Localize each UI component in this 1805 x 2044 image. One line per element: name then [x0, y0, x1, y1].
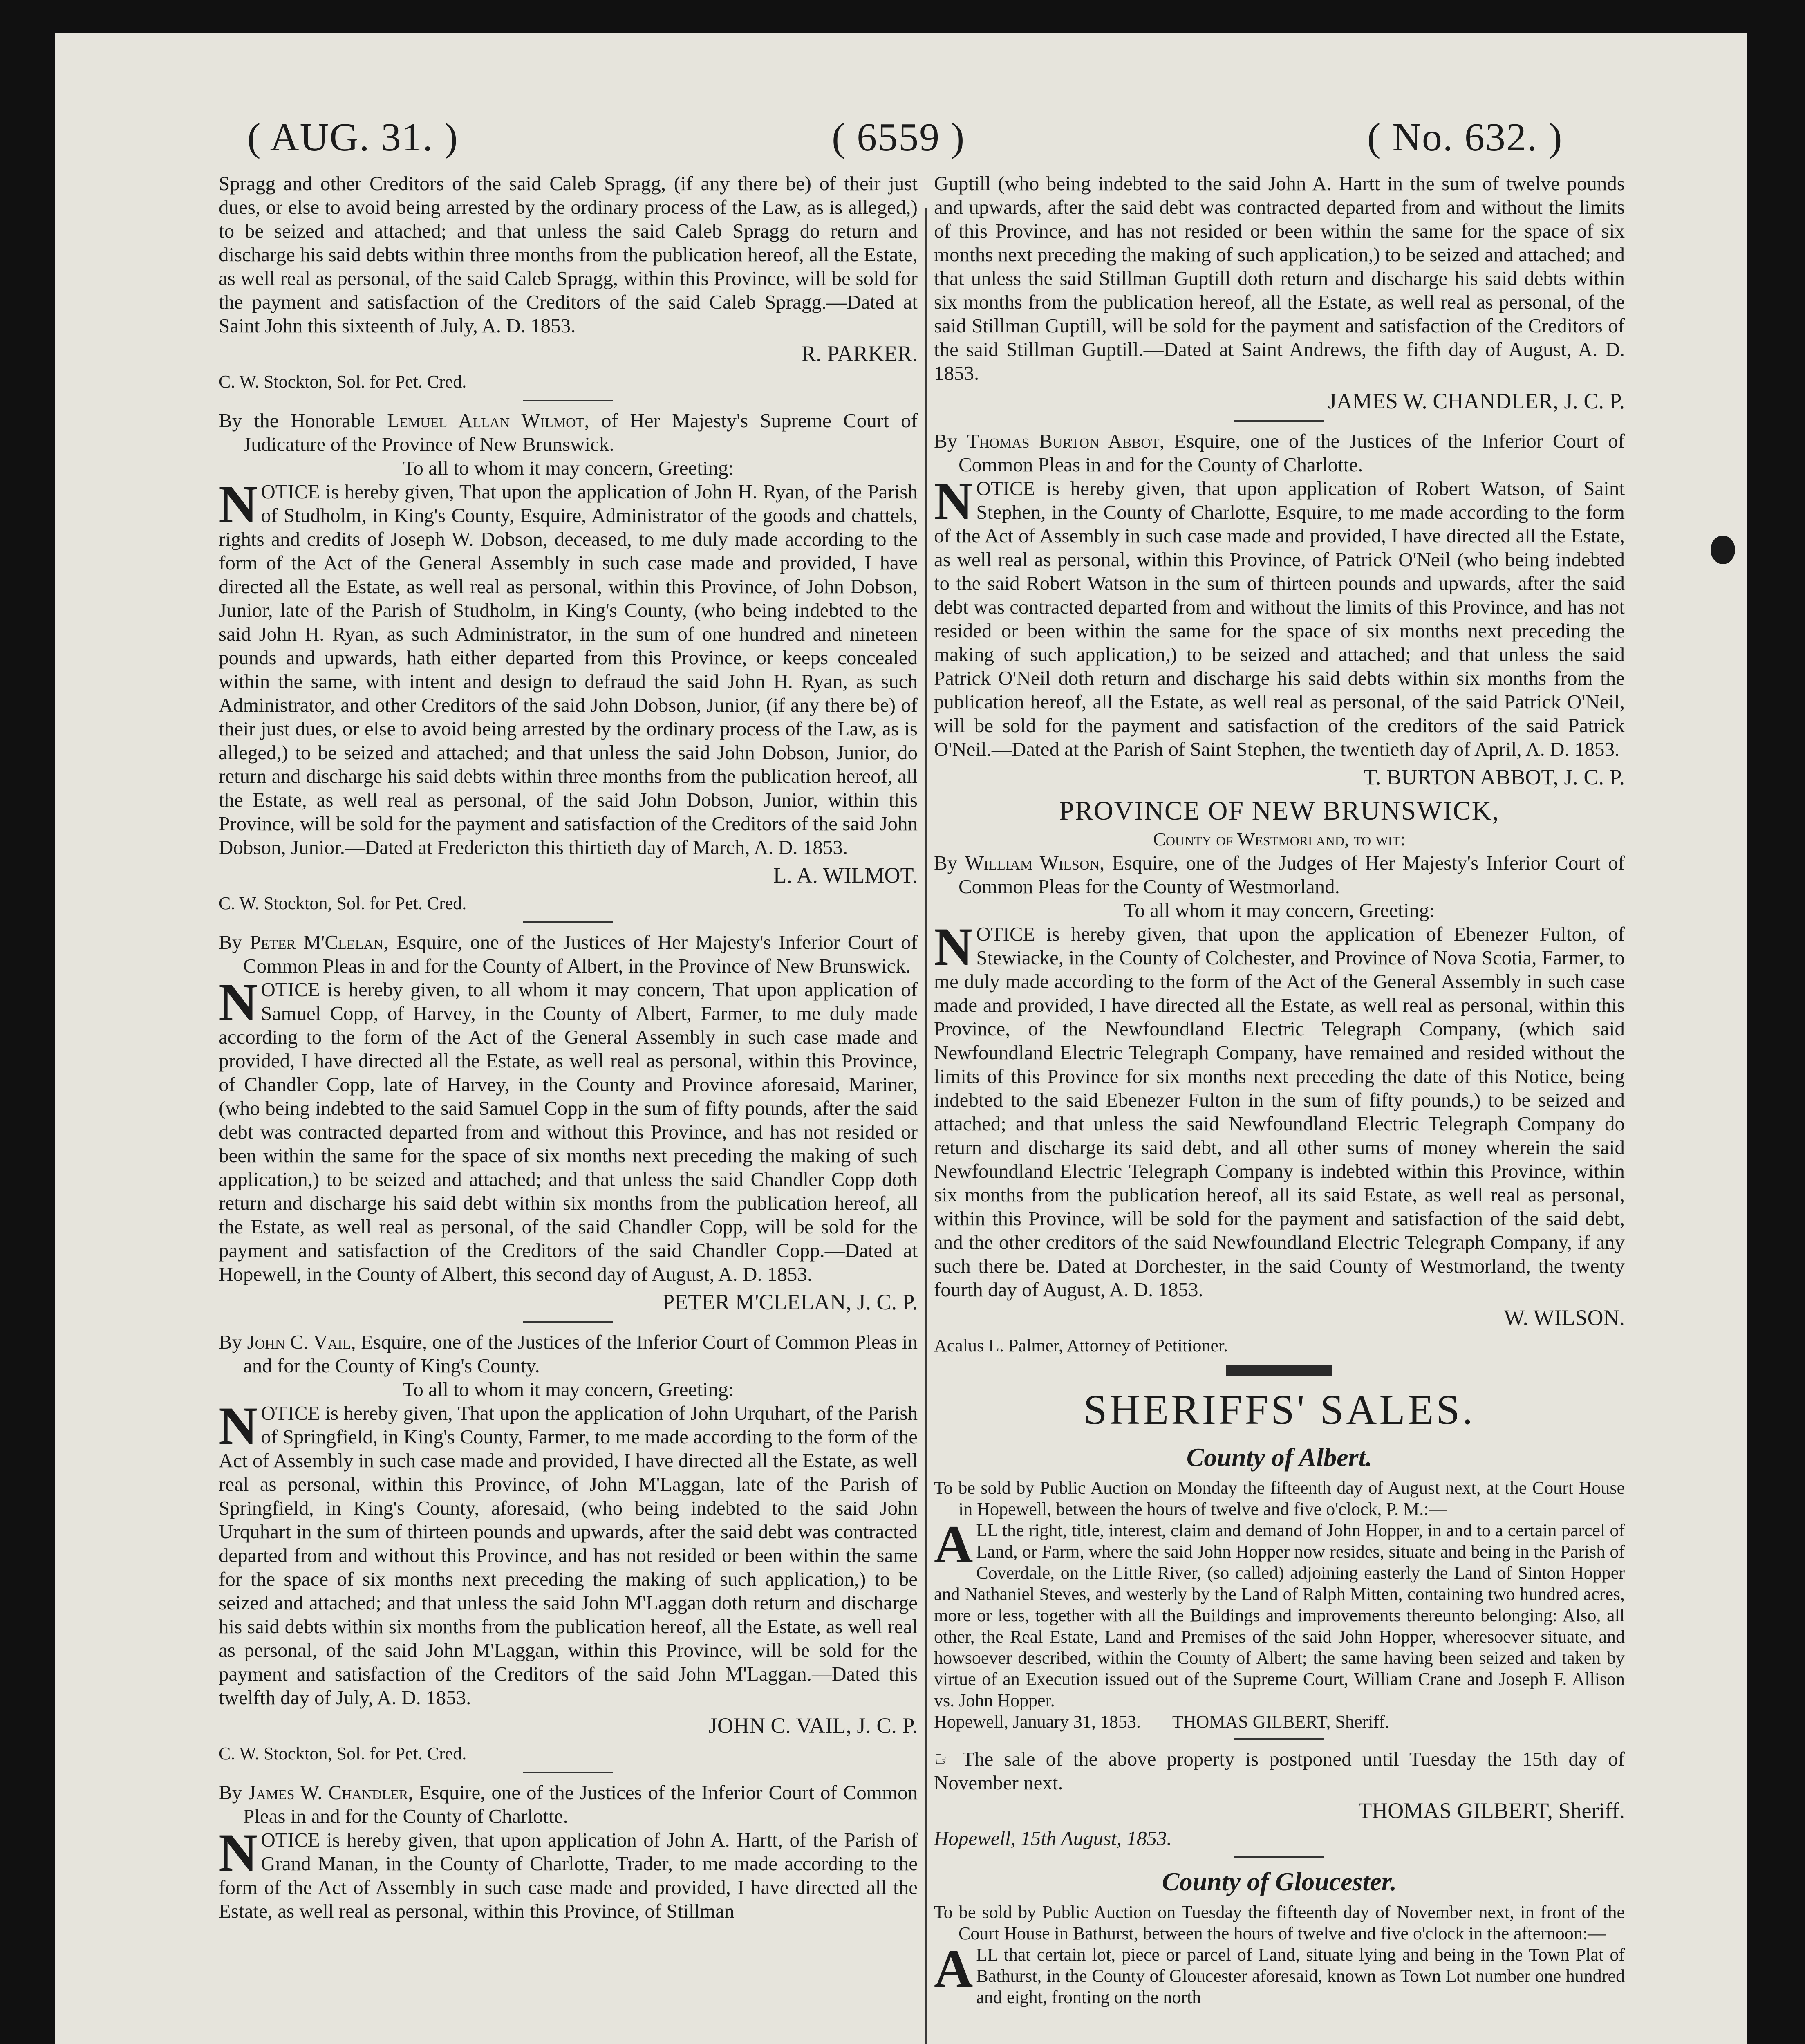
notice-mclelan [219, 930, 918, 1316]
pointing-hand-icon: ☞ [934, 1748, 952, 1770]
column-divider [925, 208, 927, 2044]
county-heading: County of Gloucester. [1162, 1867, 1397, 1896]
drop-cap: N [219, 1822, 258, 1883]
signature: PETER M'CLELAN, J. C. P. [662, 1290, 918, 1314]
drop-cap: N [219, 972, 258, 1032]
notice-intro: By John C. Vail, Esquire, one of the Justices of the Inferior Court of Common Pleas in and for the County of King's County. [219, 1331, 918, 1377]
drop-cap: N [219, 474, 258, 534]
drop-cap: N [934, 471, 973, 531]
notice-intro: By Thomas Burton Abbot, Esquire, one of the Justices of the Inferior Court of Common Pleas in and for the County of Charlotte. [934, 430, 1625, 476]
separator-rule [523, 1321, 613, 1323]
drop-cap: A [934, 1939, 973, 1999]
judge-name: Peter M'Clelan [249, 931, 384, 953]
greeting: To all whom it may concern, Greeting: [1124, 899, 1435, 921]
notice-intro: By James W. Chandler, Esquire, one of the Justices of the Inferior Court of Common Pleas in and for the County of Charlotte. [219, 1781, 918, 1827]
separator-rule [523, 921, 613, 923]
solicitor-credit: C. W. Stockton, Sol. for Pet. Cred. [219, 372, 467, 392]
notice-abbot [934, 429, 1625, 791]
notice-body: NOTICE is hereby given, that upon the application of Ebenezer Fulton, of Stewiacke, in the County of Colchester, and Province of Nova Scotia, Farmer, to me duly made according to the form of the Act of the General Assembly in such case made and provided, I have directed all the Estate, as well real as personal, within this Province, of the Newfoundland Electric Telegraph Company, (which said Newfoundland Electric Telegraph Company, have remained and resided without the limits of this Province for six months next preceding the date of this Notice, being indebted to the said Ebenezer Fulton in the sum of fifty pounds,) to be seized and attached; and that unless the said Newfoundland Electric Telegraph Company do return and discharge its said debt, and all other sums of money wherein the said Newfoundland Electric Telegraph Company is indebted within this Province, within six months from the publication hereof, all its said Estate, as well real as personal, within this Province, will be sold for the payment and satisfaction of the said debt, and the other creditors of the said Newfoundland Electric Telegraph Company, if any such there be. Dated at Dorchester, in the said County of Westmorland, the twenty fourth day of August, A. D. 1853. [934, 917, 1625, 1301]
ink-spot [1711, 536, 1735, 564]
notice-body: NOTICE is hereby given, that upon application of Robert Watson, of Saint Stephen, in the County of Charlotte, Esquire, to me made according to the form of the Act of Assembly in such case made and provided, I have directed all the Estate, as well real as personal, within this Province, of Patrick O'Neil (who being indebted to the said Robert Watson in the sum of thirteen pounds and upwards, after the said debt was contracted departed from and without the limits of this Province, and has not resided or been within the same for the space of six months next preceding the making of such application,) to be seized and attached; and that unless the said Patrick O'Neil doth return and discharge his said debts within six months from the publication hereof, all the Estate, as well real as personal, of the said Patrick O'Neil, will be sold for the payment and satisfaction of the creditors of the said Patrick O'Neil.—Dated at the Parish of Saint Stephen, the twentieth day of April, A. D. 1853. [934, 471, 1625, 760]
postponement-dateline: Hopewell, 15th August, 1853. [934, 1827, 1172, 1849]
separator-rule [523, 1772, 613, 1773]
solicitor-credit: C. W. Stockton, Sol. for Pet. Cred. [219, 893, 467, 913]
notice-vail [219, 1330, 918, 1766]
signature: JOHN C. VAIL, J. C. P. [708, 1713, 918, 1738]
notice-chandler-continued [934, 172, 1625, 415]
ornament-divider [1226, 1365, 1332, 1376]
sheriff-signature: THOMAS GILBERT, Sheriff. [1172, 1712, 1389, 1732]
separator-rule [1234, 1738, 1324, 1740]
notice-intro: By Peter M'Clelan, Esquire, one of the Justices of Her Majesty's Inferior Court of Common Pleas in and for the County of Albert, in the Province of New Brunswick. [219, 931, 918, 977]
separator-rule [523, 400, 613, 401]
sheriffs-sales [934, 1383, 1625, 2008]
judge-name: John C. Vail [247, 1331, 351, 1353]
sale-body: ALL that certain lot, piece or parcel of Land, situate lying and being in the Town Plat of Bathurst, in the County of Gloucester aforesaid, known as Town Lot number one hundred and eight, fronting on the north [934, 1939, 1625, 2007]
separator-rule [1234, 420, 1324, 422]
signature: JAMES W. CHANDLER, J. C. P. [1328, 389, 1625, 413]
judge-name: Thomas Burton Abbot [967, 430, 1160, 452]
judge-name: William Wilson [965, 852, 1100, 874]
postponement-notice: ☞ The sale of the above property is postponed until Tuesday the 15th day of November next. [934, 1748, 1625, 1794]
notice-wilson [934, 795, 1625, 1358]
signature: R. PARKER. [801, 341, 918, 366]
notice-intro: By the Honorable Lemuel Allan Wilmot, of Her Majesty's Supreme Court of Judicature of the Province of New Brunswick. [219, 409, 918, 455]
greeting: To all to whom it may concern, Greeting: [402, 457, 734, 479]
county-line: County of Westmorland, to wit: [1153, 829, 1406, 849]
greeting: To all to whom it may concern, Greeting: [402, 1378, 734, 1401]
drop-cap: N [219, 1396, 258, 1456]
notice-body: NOTICE is hereby given, That upon the application of John H. Ryan, of the Parish of Studholm, in King's County, Esquire, Administrator of the goods and chattels, rights and credits of Joseph W. Dobson, deceased, to me duly made according to the form of the Act of the General Assembly in such case made and provided, I have directed all the Estate, as well real as personal, within this Province, of John Dobson, Junior, late of the Parish of Studholm, in King's County, (who being indebted to the said John H. Ryan, as such Administrator, in the sum of one hundred and nineteen pounds and upwards, hath either departed from this Province, or keeps concealed within the same, with intent and design to defraud the said John H. Ryan, as such Administrator, and other Creditors of the said John Dobson, Junior, (if any there be) of their just dues, or else to avoid being arrested by the ordinary process of the Law, as is alleged,) to be seized and attached; and that unless the said John Dobson, Junior, do return and discharge his said debts within three months from the publication hereof, all the Estate, as well real as personal, of the said John Dobson, Junior, within this Province, will be sold for the payment and satisfaction of the Creditors of the said John Dobson, Junior.—Dated at Fredericton this thirtieth day of March, A. D. 1853. [219, 474, 918, 858]
sale-albert [934, 1441, 1625, 1850]
province-heading: PROVINCE OF NEW BRUNSWICK, [1059, 796, 1500, 826]
notice-body: NOTICE is hereby given, That upon the application of John Urquhart, of the Parish of Springfield, in King's County, Farmer, to me made according to the form of the Act of Assembly in such case made and provided, I have directed all the Estate, as well real as personal, within this Province, of John M'Laggan, late of the Parish of Springfield, in King's County, aforesaid, (who being indebted to the said John Urquhart in the sum of thirteen pounds and upwards, after the said debt was contracted departed from and without this Province, and has not resided or been within the same for the space of six months next preceding the making of such application,) to be seized and attached; and that unless the said John M'Laggan doth return and discharge his said debts within six months from the publication hereof, all the Estate, as well real as personal, of the said John M'Laggan, within this Province, will be sold for the payment and satisfaction of the Creditors of the said John M'Laggan.—Dated this twelfth day of July, A. D. 1853. [219, 1396, 918, 1709]
signature: W. WILSON. [1504, 1305, 1625, 1330]
attorney-credit: Acalus L. Palmer, Attorney of Petitioner. [934, 1336, 1228, 1356]
signature: T. BURTON ABBOT, J. C. P. [1364, 765, 1625, 789]
header-date: ( AUG. 31. ) [247, 115, 459, 159]
separator-rule [1234, 1856, 1324, 1858]
solicitor-credit: C. W. Stockton, Sol. for Pet. Cred. [219, 1744, 467, 1764]
notice-intro: By William Wilson, Esquire, one of the Judges of Her Majesty's Inferior Court of Common Pleas for the County of Westmorland. [934, 852, 1625, 898]
judge-name: James W. Chandler [248, 1781, 408, 1804]
notice-wilmot [219, 409, 918, 916]
header-page-number: ( 6559 ) [832, 115, 965, 159]
notice-body: NOTICE is hereby given, to all whom it may concern, That upon application of Samuel Copp, of Harvey, in the County of Albert, Farmer, to me duly made according to the form of the Act of the General Assembly in such case made and provided, I have directed all the Estate, as well real as personal, within this Province, of Chandler Copp, late of Harvey, in the County and Province aforesaid, Mariner, (who being indebted to the said Samuel Copp in the sum of fifty pounds, after the said debt was contracted departed from and without this Province, and has not resided or been within the same for the space of six months next preceding the making of such application,) to be seized and attached; and that unless the said Chandler Copp doth return and discharge his said debt within six months from the publication hereof, all the Estate, as well real as personal, of the said Chandler Copp, will be sold for the payment and satisfaction of the Creditors of the said Chandler Copp.—Dated at Hopewell, in the County of Albert, this second day of August, A. D. 1853. [219, 972, 918, 1285]
sale-intro: To be sold by Public Auction on Tuesday the fifteenth day of November next, in front of the Court House in Bathurst, between the hours of twelve and five o'clock in the afternoon:— [934, 1902, 1625, 1943]
notice-body: Spragg and other Creditors of the said Caleb Spragg, (if any there be) of their just dues, or else to avoid being arrested by the ordinary process of the Law, as is alleged,) to be seized and attached; and that unless the said Caleb Spragg do return and discharge his said debts within three months from the publication hereof, all the Estate, as well real as personal, of the said Caleb Spragg, within this Province, will be sold for the payment and satisfaction of the Creditors of the said Caleb Spragg.—Dated at Saint John this sixteenth of July, A. D. 1853. [219, 172, 918, 337]
notice-spragg [219, 172, 918, 394]
drop-cap: A [934, 1514, 973, 1574]
notice-body: NOTICE is hereby given, that upon application of John A. Hartt, of the Parish of Grand Manan, in the County of Charlotte, Trader, to me made according to the form of the Act of Assembly in such case made and provided, I have directed all the Estate, as well real as personal, within this Province, of Stillman [219, 1822, 918, 1922]
signature: L. A. WILMOT. [773, 863, 918, 888]
left-column [219, 172, 918, 2044]
section-heading: SHERIFFS' SALES. [1083, 1386, 1476, 1433]
sale-gloucester [934, 1865, 1625, 2008]
sale-dateline: Hopewell, January 31, 1853. THOMAS GILBERT, Sheriff. [934, 1712, 1389, 1732]
notice-body: Guptill (who being indebted to the said John A. Hartt in the sum of twelve pounds and upwards, after the said debt was contracted departed from and without the limits of this Province, and has not resided or been within the same for the space of six months next preceding the making of such application,) to be seized and attached; and that unless the said Stillman Guptill doth return and discharge his said debts within six months from the publication hereof, all the Estate, as well real as personal, of the said Stillman Guptill, will be sold for the payment and satisfaction of the Creditors of the said Stillman Guptill.—Dated at Saint Andrews, the fifth day of August, A. D. 1853. [934, 172, 1625, 384]
judge-name: Lemuel Allan Wilmot [387, 409, 584, 432]
sheriff-signature: THOMAS GILBERT, Sheriff. [1358, 1798, 1625, 1823]
county-heading: County of Albert. [1186, 1443, 1373, 1472]
drop-cap: N [934, 917, 973, 977]
sale-intro: To be sold by Public Auction on Monday the fifteenth day of August next, at the Court House in Hopewell, between the hours of twelve and five o'clock, P. M.:— [934, 1478, 1625, 1519]
right-column [934, 172, 1625, 2044]
header-issue-number: ( No. 632. ) [1367, 115, 1563, 159]
notice-chandler [219, 1781, 918, 1923]
newspaper-page [55, 33, 1747, 2044]
sale-body: ALL the right, title, interest, claim and demand of John Hopper, in and to a certain parcel of Land, or Farm, where the said John Hopper now resides, situate and being in the Parish of Coverdale, on the Little River, (so called) adjoining easterly the Land of Sinton Hopper and Nathaniel Steves, and westerly by the Land of Ralph Mitten, containing two hundred acres, more or less, together with all the Buildings and improvements thereunto belonging: Also, all other, the Real Estate, Land and Premises of the said John Hopper, wheresoever situate, and howsoever described, within the County of Albert; the same having been seized and taken by virtue of an Execution issued out of the Supreme Court, William Crane and Joseph F. Allison vs. John Hopper. [934, 1514, 1625, 1710]
